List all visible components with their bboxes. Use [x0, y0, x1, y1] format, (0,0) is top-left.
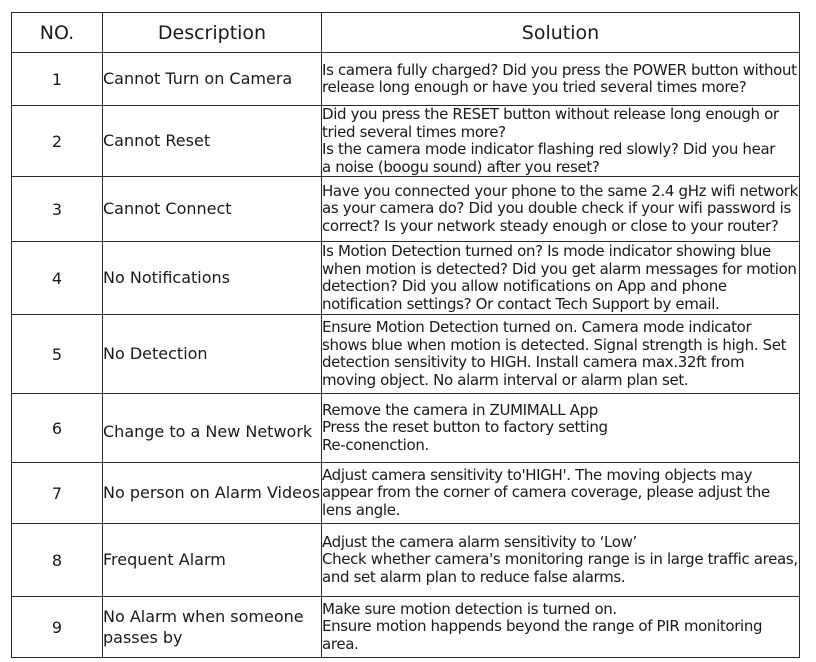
row-description: [103, 463, 322, 524]
solution-line: Is Motion Detection turned on? Is mode indicator showing blue: [322, 242, 771, 260]
header-row: [12, 13, 800, 53]
solution-line: correct? Is your network steady enough or close to your router?: [322, 216, 779, 235]
row-description: [103, 524, 322, 597]
solution-line: appear from the corner of camera coverage, please adjust the: [322, 483, 770, 502]
description-line: Cannot Turn on Camera: [103, 69, 293, 88]
solution-line: notification settings? Or contact Tech Support by email.: [322, 294, 720, 313]
solution-line: Adjust camera sensitivity to'HIGH'. The moving objects may: [322, 465, 753, 484]
table-row: [12, 597, 800, 658]
solution-line: a noise (boogu sound) after you reset?: [322, 157, 600, 176]
header-description: Description: [103, 13, 322, 53]
row-solution: [322, 463, 800, 524]
row-description: [103, 53, 322, 106]
header-solution: Solution: [322, 13, 800, 53]
description-line: Cannot Reset: [103, 131, 211, 150]
row-solution: [322, 394, 800, 463]
solution-line: Make sure motion detection is turned on.: [322, 599, 617, 618]
table-row: [12, 394, 800, 463]
solution-line: shows blue when motion is detected. Signal strength is high. Set: [322, 335, 787, 354]
description-line: No person on Alarm Videos: [103, 483, 321, 502]
row-number: 2: [12, 106, 103, 177]
row-number: 5: [12, 315, 103, 394]
row-solution: [322, 524, 800, 597]
row-description: [103, 106, 322, 177]
solution-line: Did you press the RESET button without release long enough or: [322, 105, 779, 123]
header-no: NO.: [12, 13, 103, 53]
description-line: Frequent Alarm: [103, 550, 226, 569]
solution-line: release long enough or have you tried several times more?: [322, 78, 747, 96]
solution-line: tried several times more?: [322, 122, 506, 141]
solution-line: moving object. No alarm interval or alarm plan set.: [322, 370, 689, 389]
solution-line: Is the camera mode indicator flashing red slowly? Did you hear: [322, 140, 776, 158]
description-line: No Detection: [103, 344, 208, 363]
solution-line: detection? Did you allow notifications on App and phone: [322, 277, 727, 295]
solution-line: Press the reset button to factory setting: [322, 418, 608, 437]
row-description: [103, 315, 322, 394]
row-solution: [322, 53, 800, 106]
row-number: 8: [12, 524, 103, 597]
table-row: [12, 242, 800, 315]
description-line: No Alarm when someone: [103, 607, 304, 626]
solution-line: Check whether camera's monitoring range is in large traffic areas,: [322, 550, 798, 569]
solution-line: when motion is detected? Did you get alarm messages for motion: [322, 259, 797, 278]
row-solution: [322, 597, 800, 658]
row-number: 4: [12, 242, 103, 315]
description-line: No Notifications: [103, 268, 230, 287]
solution-line: Re-conenction.: [322, 435, 429, 454]
description-line: Change to a New Network: [103, 422, 313, 441]
row-solution: [322, 315, 800, 394]
solution-line: Remove the camera in ZUMIMALL App: [322, 400, 598, 419]
solution-line: Have you connected your phone to the same 2.4 gHz wifi network: [322, 181, 798, 200]
solution-line: lens angle.: [322, 500, 401, 519]
solution-line: Ensure motion happends beyond the range of PIR monitoring: [322, 617, 763, 636]
row-number: 1: [12, 53, 103, 106]
row-solution: [322, 106, 800, 177]
row-description: [103, 242, 322, 315]
description-line: Cannot Connect: [103, 199, 232, 218]
row-solution: [322, 242, 800, 315]
row-number: 3: [12, 177, 103, 242]
row-number: 7: [12, 463, 103, 524]
table-row: [12, 524, 800, 597]
description-line: passes by: [103, 628, 183, 647]
solution-line: as your camera do? Did you double check if your wifi password is: [322, 199, 791, 218]
row-number: 6: [12, 394, 103, 463]
solution-line: area.: [322, 634, 359, 653]
row-description: [103, 597, 322, 658]
row-description: [103, 394, 322, 463]
table-row: [12, 463, 800, 524]
solution-line: Is camera fully charged? Did you press the POWER button without: [322, 60, 797, 79]
solution-line: detection sensitivity to HIGH. Install camera max.32ft from: [322, 353, 745, 371]
table-row: [12, 53, 800, 106]
table-row: [12, 177, 800, 242]
row-solution: [322, 177, 800, 242]
solution-line: and set alarm plan to reduce false alarms.: [322, 567, 626, 586]
troubleshooting-table: [11, 12, 800, 658]
solution-line: Adjust the camera alarm sensitivity to ‘Low’: [322, 532, 637, 551]
solution-line: Ensure Motion Detection turned on. Camera mode indicator: [322, 318, 752, 336]
table-row: [12, 315, 800, 394]
row-description: [103, 177, 322, 242]
table-row: [12, 106, 800, 177]
row-number: 9: [12, 597, 103, 658]
